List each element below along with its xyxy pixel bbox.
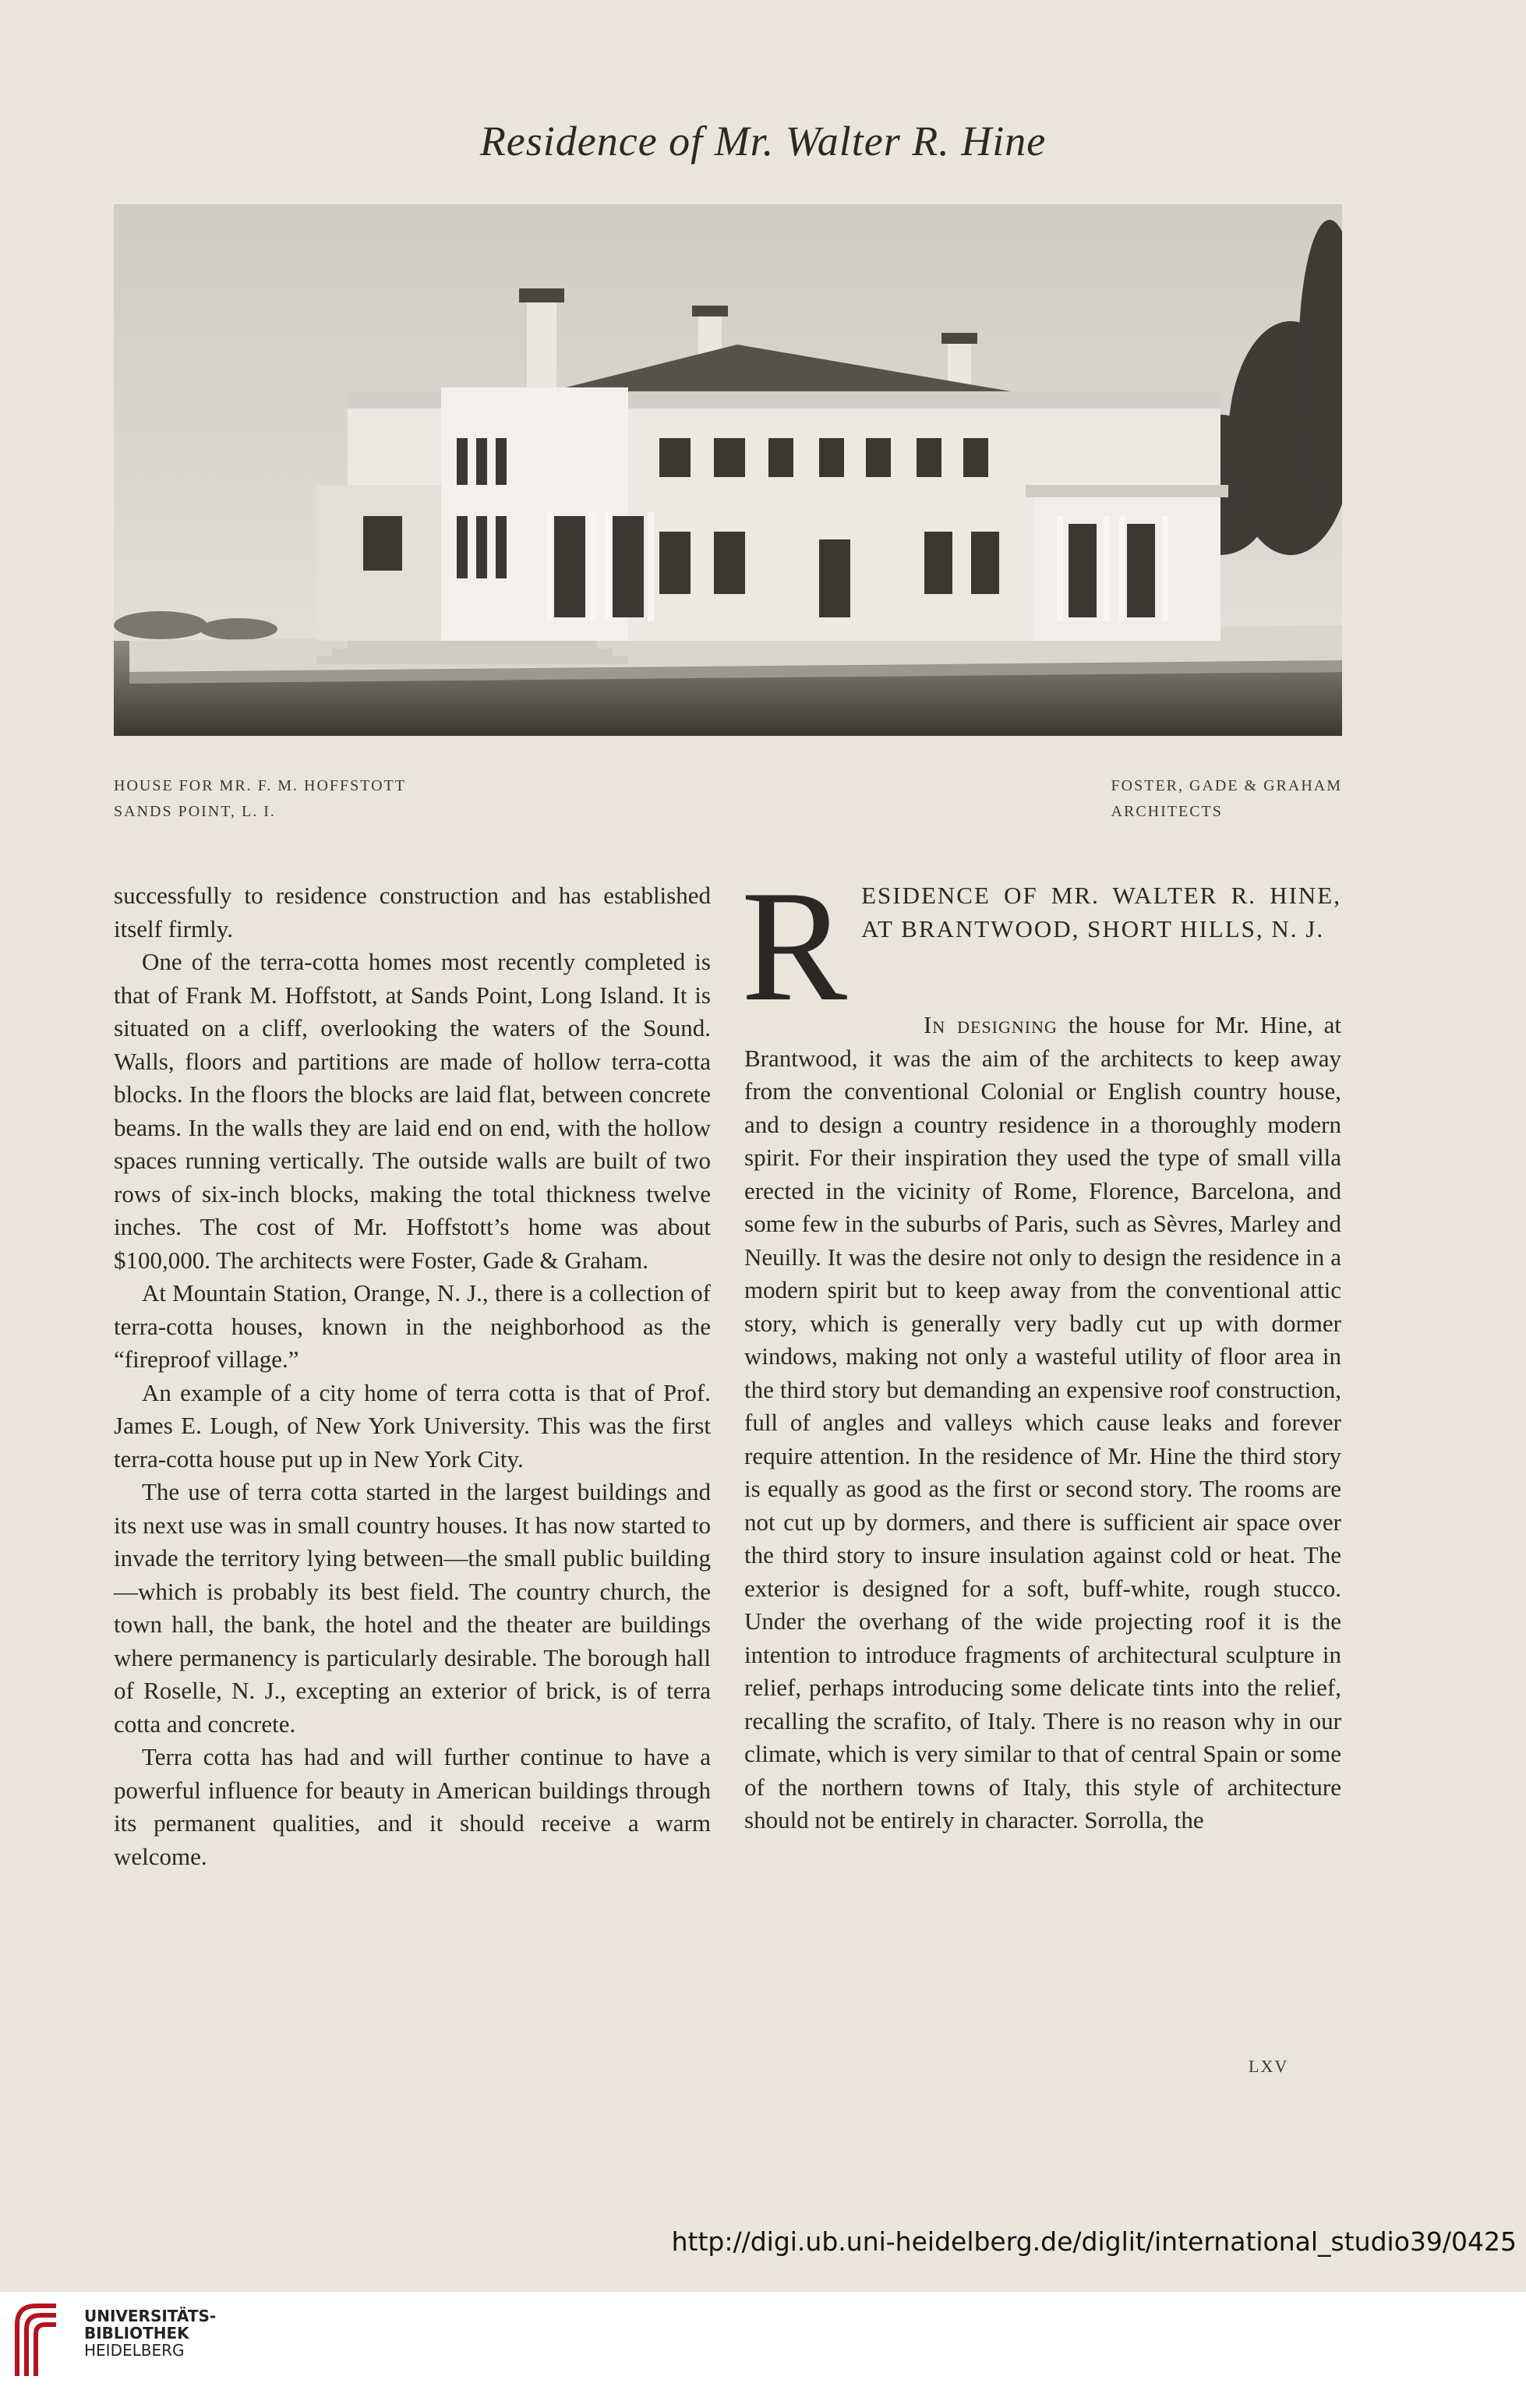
caption-line: HOUSE FOR MR. F. M. HOFFSTOTT [114, 777, 406, 794]
library-name [84, 2307, 216, 2359]
library-logo-icon [14, 2301, 59, 2379]
caption-line: SANDS POINT, L. I. [114, 803, 276, 820]
paragraph: successfully to residence construction and has established itself firmly. [114, 882, 711, 942]
library-line: BIBLIOTHEK [84, 2324, 189, 2343]
left-column [114, 879, 711, 1873]
photo-caption-left [114, 773, 406, 825]
lead-in: In designing [924, 1011, 1058, 1038]
caption-line: ARCHITECTS [1111, 803, 1223, 820]
caption-line: FOSTER, GADE & GRAHAM [1111, 777, 1342, 794]
paragraph: An example of a city home of terra cotta is that of Prof. James E. Lough, of New York University. This was the first terra-cotta house put up in New York City. [114, 1378, 711, 1473]
right-column [741, 858, 1342, 1837]
paragraph: One of the terra-cotta homes most recently completed is that of Frank M. Hoffstott, at Sands Point, Long Island. It is situated on a cliff, overlooking the waters of the Sound. Walls, floors and partitions are made of hollow terra-cotta blocks. In the floors the blocks are laid flat, between concrete beams. In the walls they are laid end on end, with the hollow spaces running vertically. The outside walls are built of two rows of six-inch blocks, making the total thickness twelve inches. The cost of Mr. Hoffstott’s home was about $100,000. The architects were Foster, Gade & Graham. [114, 948, 711, 1274]
paragraph: The use of terra cotta started in the largest buildings and its next use was in small country houses. It has now started to invade the territory lying between—the small public building—which is probably its best field. The country church, the town hall, the bank, the hotel and the theater are buildings where permanency is particularly desirable. The borough hall of Roselle, N. J., excepting an exterior of brick, is of terra cotta and concrete. [114, 1478, 711, 1738]
house-photograph [114, 204, 1342, 736]
photo-caption-right [1111, 773, 1342, 825]
paragraph: Terra cotta has had and will further continue to have a powerful influence for beauty in American buildings through its permanent qualities, and it should receive a warm welcome. [114, 1743, 711, 1870]
page-title: Residence of Mr. Walter R. Hine [479, 118, 1047, 164]
library-line: UNIVERSITÄTS- [84, 2307, 217, 2325]
house-illustration [114, 204, 1342, 736]
paragraph: At Mountain Station, Orange, N. J., there is a collection of terra-cotta houses, known in the neighborhood as the “fireproof village.” [114, 1279, 711, 1373]
paragraph [744, 1009, 1341, 1837]
paragraph-body: the house for Mr. Hine, at Brantwood, it was the aim of the architects to keep away from the conventional Colonial or English country house, and to design a country residence in a thoroughly modern spirit. For their inspiration they used the type of small villa erected in the vicinity of Rome, Florence, Barcelona, and some few in the suburbs of Paris, such as Sèvres, Marley and Neuilly. It was the desire not only to design the residence in a modern spirit but to keep away from the conventional attic story, which is generally very badly cut up with dormer windows, making not only a wasteful utility of floor area in the third story but demanding an expensive roof construction, full of angles and valleys which cause leaks and forever require attention. In the residence of Mr. Hine the third story is equally as good as the first or second story. The rooms are not cut up by dormers, and there is sufficient air space over the third story to insure insulation against cold or heat. The exterior is designed for a soft, buff-white, rough stucco. Under the overhang of the wide projecting roof it is the intention to introduce fragments of architectural sculpture in relief, perhaps introducing some delicate tints into the relief, recalling the scrafito, of Italy. There is no reason why in our climate, which is very similar to that of central Spain or some of the northern towns of Italy, this style of architecture should not be entirely in character. Sorrolla, the [744, 1011, 1342, 1833]
drop-cap: R [741, 858, 848, 1034]
footer-bar [0, 2292, 1526, 2408]
article-heading: ESIDENCE OF MR. WALTER R. HINE, AT BRANTWOOD, SHORT HILLS, N. J. [861, 882, 1341, 942]
page-number: LXV [1249, 2056, 1289, 2076]
footer-url[interactable]: http://digi.ub.uni-heidelberg.de/diglit/international_studio39/0425 [671, 2226, 1517, 2257]
library-line: HEIDELBERG [84, 2341, 185, 2360]
